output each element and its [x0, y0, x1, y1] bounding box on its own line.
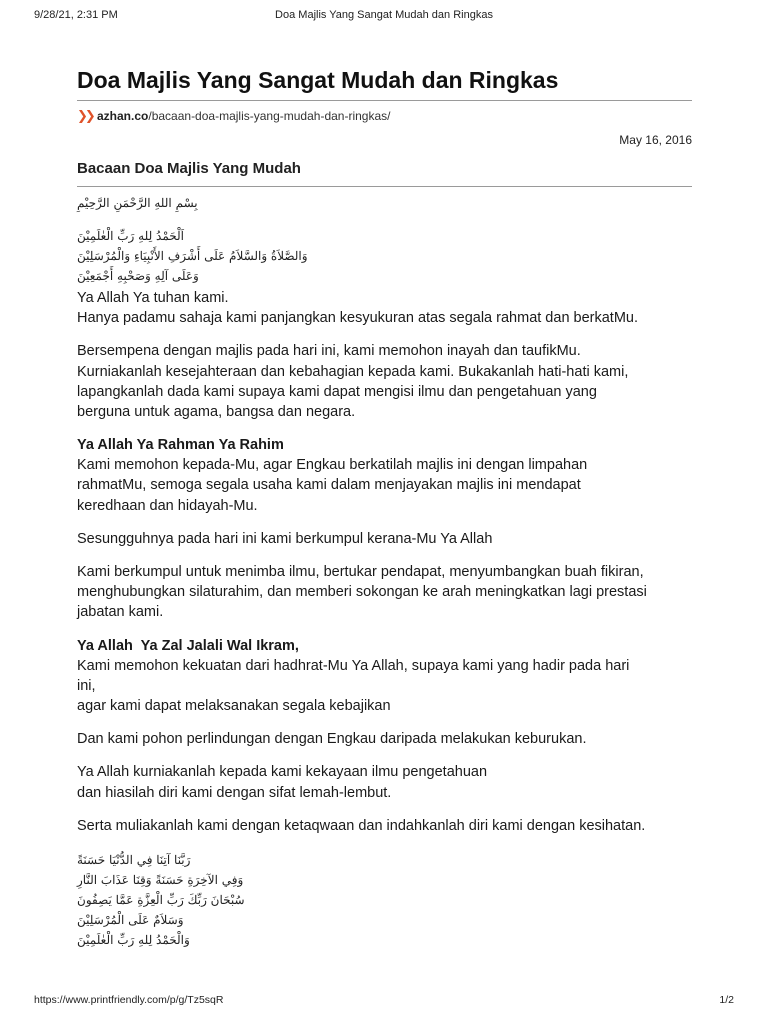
print-timestamp: 9/28/21, 2:31 PM: [34, 9, 118, 21]
prayer-heading: Ya Allah Ya Rahman Ya Rahim: [77, 437, 284, 454]
source-domain[interactable]: azhan.co: [97, 109, 149, 123]
paragraph: Dan kami pohon perlindungan dengan Engkau daripada melakukan keburukan.: [77, 731, 587, 748]
paragraph: Kami memohon kekuatan dari hadhrat-Mu Ya Allah, supaya kami yang hadir pada hari ini, agar kami dapat melaksanakan segala kebajikan: [77, 657, 630, 715]
arabic-line: اَلْحَمْدُ لِلهِ رَبِّ الْعٰلَمِيْنَ: [77, 229, 185, 243]
source-path[interactable]: /bacaan-doa-majlis-yang-mudah-dan-ringkas/: [148, 109, 391, 123]
paragraph: Ya Allah kurniakanlah kepada kami kekayaan ilmu pengetahuan dan hiasilah diri kami dengan sifat lemah-lembut.: [77, 764, 488, 801]
article-body: [77, 288, 692, 836]
page-number: 1/2: [719, 994, 734, 1006]
arabic-line: وَالصَّلاَةُ وَالسَّلاَمُ عَلَى أَشْرَفِ الأَنْبِيَاءِ وَالْمُرْسَلِيْنَ: [77, 249, 308, 263]
paragraph: Bersempena dengan majlis pada hari ini, kami memohon inayah dan taufikMu. Kurniakanlah kesejahteraan dan kebahagian kepada kami. Bukakanlah hati-hati kami, lapangkanlah dada kami supaya kami dapat mengisi ilmu dan pengetahuan yang berguna untuk agama, bangsa dan negara.: [77, 343, 629, 421]
arabic-line: سُبْحَانَ رَبِّكَ رَبِّ الْعِزَّةِ عَمَّا يَصِفُونَ: [77, 893, 245, 908]
arabic-line: وَعَلَى آلِهِ وَصَحْبِهِ أَجْمَعِيْنَ: [77, 269, 199, 283]
article: [77, 64, 692, 950]
arabic-line: بِسْمِ اللهِ الرَّحْمَنِ الرَّحِيْمِ: [77, 196, 198, 210]
arabic-closing: [77, 850, 692, 950]
print-header: [34, 9, 734, 25]
arabic-line: وَسَلاَمٌ عَلَى الْمُرْسَلِيْنَ: [77, 913, 184, 928]
section-heading: Bacaan Doa Majlis Yang Mudah: [77, 159, 692, 187]
paragraph: Serta muliakanlah kami dengan ketaqwaan dan indahkanlah diri kami dengan kesihatan.: [77, 817, 646, 834]
print-footer: [34, 994, 734, 1010]
print-page-title: Doa Majlis Yang Sangat Mudah dan Ringkas: [275, 9, 493, 21]
paragraph: Ya Allah Ya tuhan kami. Hanya padamu sahaja kami panjangkan kesyukuran atas segala rahmat dan berkatMu.: [77, 290, 639, 327]
arabic-line: وَالْحَمْدُ لِلهِ رَبِّ الْعٰلَمِيْنَ: [77, 933, 190, 948]
article-title: Doa Majlis Yang Sangat Mudah dan Ringkas: [77, 64, 692, 101]
article-date: May 16, 2016: [619, 133, 692, 147]
paragraph: Sesungguhnya pada hari ini kami berkumpul kerana-Mu Ya Allah: [77, 530, 493, 547]
arabic-opening: [77, 226, 692, 286]
paragraph: Kami berkumpul untuk menimba ilmu, bertukar pendapat, menyumbangkan buah fikiran, menghubungkan silaturahim, dan memberi sokongan ke arah meningkatkan lagi prestasi jabatan kami.: [77, 564, 647, 621]
prayer-heading: Ya Allah Ya Zal Jalali Wal Ikram,: [77, 637, 299, 654]
arabic-bismillah: [77, 193, 692, 213]
paragraph: Kami memohon kepada-Mu, agar Engkau berkatilah majlis ini dengan limpahan rahmatMu, semoga segala usaha kami dalam menjayakan majlis ini mendapat keredhaan dan hidayah-Mu.: [77, 457, 588, 514]
source-link[interactable]: [77, 107, 692, 125]
print-url[interactable]: https://www.printfriendly.com/p/g/Tz5sqR: [34, 994, 224, 1006]
arabic-line: وَفِي الآخِرَةِ حَسَنَةً وَقِنَا عَذَابَ النَّارِ: [77, 873, 244, 888]
arabic-line: رَبَّنَا آتِنَا فِي الدُّنْيَا حَسَنَةً: [77, 853, 191, 868]
double-chevron-right-icon: ❯❯: [77, 108, 93, 123]
